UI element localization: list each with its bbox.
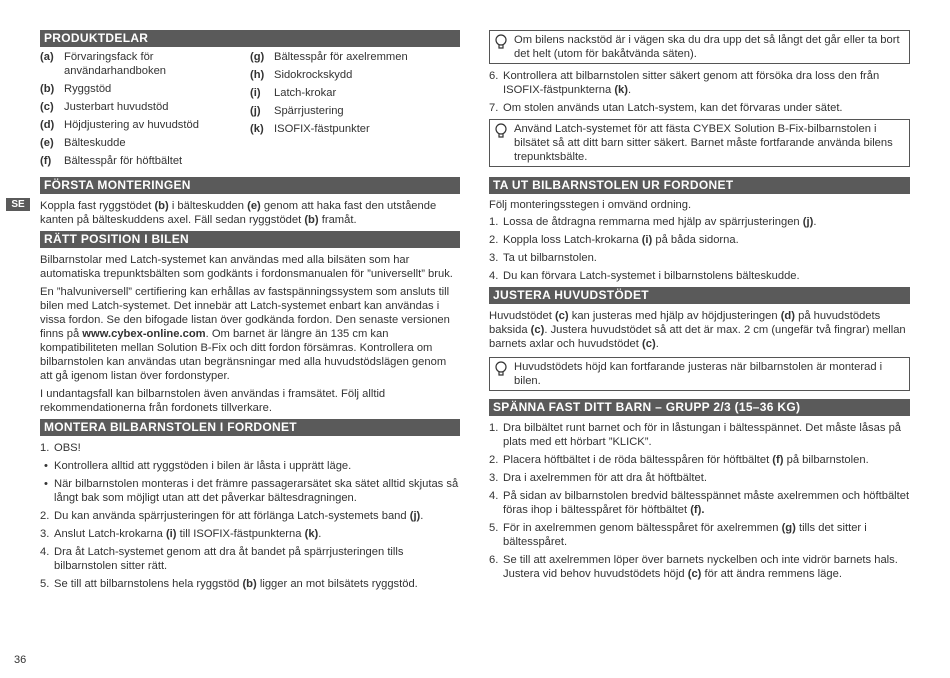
- part-item: [40, 154, 250, 168]
- list-item: 4. Dra åt Latch-systemet genom att dra åt bandet på spärrjusteringen tills bilbarnstolen sitter rätt.: [40, 546, 404, 572]
- right-position-p3: I undantagsfall kan bilbarnstolen även användas i framsätet. Följ alltid rekommendationerna från fordonets tillverkare.: [40, 388, 386, 414]
- section-header-headrest: JUSTERA HUVUDSTÖDET: [489, 287, 910, 304]
- part-key: (g): [250, 51, 265, 63]
- part-item: [250, 104, 460, 118]
- part-key: (j): [250, 105, 261, 117]
- part-item: [40, 118, 250, 132]
- part-label: ISOFIX-fästpunkter: [274, 123, 370, 135]
- part-label: Förvaringsfack för användarhandboken: [64, 51, 167, 77]
- list-item: 4. Du kan förvara Latch-systemet i bilbarnstolens bälteskudde.: [489, 270, 800, 282]
- part-item: [40, 82, 250, 96]
- first-install-text: Koppla fast ryggstödet (b) i bälteskudden (e) genom att haka fast den utstående kanten på bälteskuddens axel. Fäll sedan ryggstödet (b) framåt.: [40, 200, 437, 226]
- page-number: 36: [14, 654, 27, 666]
- list-item: • När bilbarnstolen monteras i det främre passagerarsätet ska sätet alltid skjutas så långt bak som möjligt utan att det påverkar bältesdragningen.: [44, 478, 459, 504]
- part-item: [250, 50, 460, 64]
- lightbulb-icon: [492, 122, 514, 164]
- lightbulb-icon: [492, 33, 514, 61]
- part-item: [250, 68, 460, 82]
- lightbulb-icon: [492, 360, 514, 388]
- section-header-remove: TA UT BILBARNSTOLEN UR FORDONET: [489, 177, 910, 194]
- list-item: 1. Dra bilbältet runt barnet och för in låstungan i bältesspännet. Det måste låsas på plats med ett hörbart ”KLICK”.: [489, 422, 902, 448]
- list-item: • Kontrollera alltid att ryggstöden i bilen är låsta i upprätt läge.: [44, 460, 352, 472]
- part-label: Bältesspår för höftbältet: [64, 155, 183, 167]
- section-header-first-install: FÖRSTA MONTERINGEN: [40, 177, 460, 194]
- parts-list-right: [250, 50, 460, 172]
- parts-list: [40, 50, 460, 172]
- list-item: 5. För in axelremmen genom bältesspåret för axelremmen (g) tills det sitter i bältesspåret.: [489, 522, 867, 548]
- part-key: (a): [40, 51, 54, 63]
- list-item: 2. Du kan använda spärrjusteringen för att förlänga Latch-systemets band (j).: [40, 510, 424, 522]
- fasten-steps: [489, 421, 910, 581]
- part-label: Höjdjustering av huvudstöd: [64, 119, 199, 131]
- right-position-p1: Bilbarnstolar med Latch-systemet kan användas med alla bilsäten som har automatiska trepunktsbälten som godkänts i fordonsmanualen för ”universellt” bruk.: [40, 254, 453, 280]
- list-item: 3. Dra i axelremmen för att dra åt höftbältet.: [489, 472, 707, 484]
- list-item: 1. Lossa de åtdragna remmarna med hjälp av spärrjusteringen (j).: [489, 216, 817, 228]
- part-key: (i): [250, 87, 261, 99]
- part-key: (h): [250, 69, 265, 81]
- list-item: 2. Placera höftbältet i de röda bältesspåren för höftbältet (f) på bilbarnstolen.: [489, 454, 869, 466]
- right-column: [489, 30, 910, 585]
- part-key: (f): [40, 155, 52, 167]
- part-label: Bältesspår för axelremmen: [274, 51, 408, 63]
- list-item: 3. Ta ut bilbarnstolen.: [489, 252, 597, 264]
- section-header-fasten: SPÄNNA FAST DITT BARN – GRUPP 2/3 (15–36 KG): [489, 399, 910, 416]
- list-item: 1. OBS!: [40, 442, 81, 454]
- part-label: Bälteskudde: [64, 137, 126, 149]
- part-label: Ryggstöd: [64, 83, 112, 95]
- remove-steps: [489, 215, 910, 283]
- part-label: Justerbart huvudstöd: [64, 101, 169, 113]
- part-item: [40, 100, 250, 114]
- mount-steps: [40, 441, 460, 591]
- note-box-latch: Använd Latch-systemet för att fästa CYBEX Solution B-Fix-bilbarnstolen i bilsätet så att ditt barn sitter säkert. Barnet måste fortfarande använda bilens trepunktsbälte.: [489, 119, 910, 167]
- mount-steps-continued: [489, 69, 910, 115]
- list-item: 2. Koppla loss Latch-krokarna (i) på båda sidorna.: [489, 234, 739, 246]
- language-tab: SE: [6, 198, 30, 211]
- part-item: [40, 50, 250, 78]
- part-label: Spärrjustering: [274, 105, 344, 117]
- part-key: (b): [40, 83, 55, 95]
- part-item: [250, 86, 460, 100]
- list-item: 6. Se till att axelremmen löper över barnets nyckelben och inte vidrör barnets hals. Justera vid behov huvudstödets höjd (c) för att ändra remmens läge.: [489, 554, 898, 580]
- section-header-mount: MONTERA BILBARNSTOLEN I FORDONET: [40, 419, 460, 436]
- note-box-headrest: Om bilens nackstöd är i vägen ska du dra upp det så långt det går eller ta bort det helt (utom för bakåtvända säten).: [489, 30, 910, 64]
- part-label: Latch-krokar: [274, 87, 337, 99]
- note-box-headrest-height: Huvudstödets höjd kan fortfarande justeras när bilbarnstolen är monterad i bilen.: [489, 357, 910, 391]
- list-item: 5. Se till att bilbarnstolens hela ryggstöd (b) ligger an mot bilsätets ryggstöd.: [40, 578, 418, 590]
- parts-list-left: [40, 50, 250, 172]
- section-header-parts: PRODUKTDELAR: [40, 30, 460, 47]
- part-item: [250, 122, 460, 136]
- list-item: 3. Anslut Latch-krokarna (i) till ISOFIX-fästpunkterna (k).: [40, 528, 322, 540]
- part-key: (e): [40, 137, 54, 149]
- remove-intro: Följ monteringsstegen i omvänd ordning.: [489, 199, 692, 211]
- part-key: (d): [40, 119, 55, 131]
- part-label: Sidokrockskydd: [274, 69, 353, 81]
- left-column: [40, 30, 460, 595]
- right-position-p2: En ”halvuniversell” certifiering kan erhållas av fastspänningssystem som ansluts till bilen med Latch-systemet. Det innebär att Latch-systemet enbart kan användas i vissa fordon. Se den bifogade listan över godkända fordon. Den senaste versionen finns på www.cybex-online.com. Om barnet är längre än 135 cm kan kompatibiliteten mellan Solution B-Fix och ditt fordon försämras. Kontrollera om bilbarnstolen kan användas utan begränsningar med alla huvudstödslägen genom att gå igenom listan över fordonstyper.: [40, 286, 450, 382]
- part-item: [40, 136, 250, 150]
- part-key: (c): [40, 101, 54, 113]
- list-item: 6. Kontrollera att bilbarnstolen sitter säkert genom att försöka dra loss den från ISOFIX-fästpunkterna (k).: [489, 70, 880, 96]
- section-header-right-position: RÄTT POSITION I BILEN: [40, 231, 460, 248]
- list-item: 7. Om stolen används utan Latch-system, kan det förvaras under sätet.: [489, 102, 843, 114]
- part-key: (k): [250, 123, 264, 135]
- list-item: 4. På sidan av bilbarnstolen bredvid bältesspännet måste axelremmen och höftbältet föras ihop i bältesspåret för höftbältet (f).: [489, 490, 910, 516]
- headrest-text: Huvudstödet (c) kan justeras med hjälp av höjdjusteringen (d) på huvudstödets baksida (c). Justera huvudstödet så att det är max. 2 cm (ungefär två fingrar) mellan barnets axlar och huvudstödet (c).: [489, 310, 906, 350]
